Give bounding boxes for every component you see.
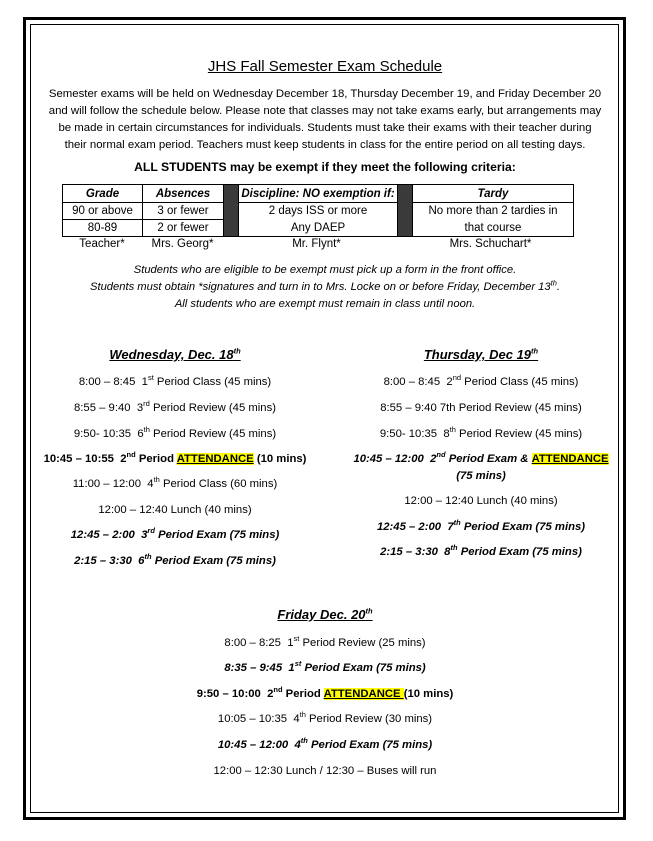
exam-item: 2:15 – 3:30 8th Period Exam (75 mins) <box>380 543 582 558</box>
lunch-buses-item: 12:00 – 12:30 Lunch / 12:30 – Buses will run <box>213 765 437 777</box>
schedule-item: 9:50- 10:35 6th Period Review (45 mins) <box>73 425 277 440</box>
schedule-item: 9:50- 10:35 8th Period Review (45 mins) <box>379 425 583 440</box>
absences-header: Absences <box>143 185 224 203</box>
attendance-highlight: ATTENDANCE <box>531 453 609 465</box>
note-line: Students who are eligible to be exempt must pick up a form in the front office. <box>133 264 517 276</box>
attendance-highlight: ATTENDANCE <box>323 688 404 700</box>
criteria-cell: Any DAEP <box>239 220 398 237</box>
signature-teacher: Teacher* <box>79 238 125 250</box>
exam-item: 12:45 – 2:00 7th Period Exam (75 mins) <box>376 518 586 533</box>
schedule-item: 8:55 – 9:40 7th Period Review (45 mins) <box>380 402 582 414</box>
attendance-item: 10:45 – 10:55 2nd Period ATTENDANCE (10 mins) <box>43 450 307 465</box>
schedule-item: 8:00 – 8:25 1st Period Review (25 mins) <box>224 634 426 649</box>
attendance-exam-item: 10:45 – 12:00 2nd Period Exam & ATTENDANCE <box>353 450 609 465</box>
note-line: All students who are exempt must remain in class until noon. <box>174 298 476 310</box>
intro-line: Semester exams will be held on Wednesday December 18, Thursday December 19, and Friday December 20 <box>48 88 602 100</box>
schedule-item: 8:55 – 9:40 3rd Period Review (45 mins) <box>74 399 276 414</box>
criteria-header-row <box>63 185 574 203</box>
attendance-item: 9:50 – 10:00 2nd Period ATTENDANCE (10 mins) <box>196 685 454 700</box>
exemption-criteria-table <box>62 184 574 237</box>
exam-item: 10:45 – 12:00 4th Period Exam (75 mins) <box>217 736 433 751</box>
criteria-cell: that course <box>413 220 574 237</box>
schedule-item: 11:00 – 12:00 4th Period Class (60 mins) <box>72 475 278 490</box>
criteria-cell: 2 days ISS or more <box>239 203 398 220</box>
page-title: JHS Fall Semester Exam Schedule <box>207 58 443 75</box>
tardy-header: Tardy <box>413 185 574 203</box>
intro-line: be made in certain circumstances for individuals. Students must take their exams with their teacher during <box>58 122 592 134</box>
note-line: Students must obtain *signatures and turn in to Mrs. Locke on or before Friday, December 13th. <box>90 278 560 293</box>
attendance-highlight: ATTENDANCE <box>176 453 254 465</box>
friday-heading: Friday Dec. 20th <box>277 606 373 622</box>
exemption-heading: ALL STUDENTS may be exempt if they meet the following criteria: <box>134 160 516 174</box>
criteria-cell: No more than 2 tardies in <box>413 203 574 220</box>
wednesday-heading: Wednesday, Dec. 18th <box>109 346 241 362</box>
exam-item: 12:45 – 2:00 3rd Period Exam (75 mins) <box>70 526 280 541</box>
intro-line: their normal exam period. Teachers must keep students in class for the entire period on all testing days. <box>64 139 586 151</box>
lunch-item: 12:00 – 12:40 Lunch (40 mins) <box>404 495 558 507</box>
schedule-item: 8:00 – 8:45 2nd Period Class (45 mins) <box>383 373 579 388</box>
signature-absences: Mrs. Georg* <box>151 238 214 250</box>
attendance-exam-duration: (75 mins) <box>456 470 506 482</box>
criteria-row <box>63 203 574 220</box>
criteria-cell: 2 or fewer <box>143 220 224 237</box>
grade-header: Grade <box>63 185 143 203</box>
discipline-header: Discipline: NO exemption if: <box>239 185 398 203</box>
thursday-heading: Thursday, Dec 19th <box>423 346 539 362</box>
criteria-cell: 80-89 <box>63 220 143 237</box>
schedule-item: 10:05 – 10:35 4th Period Review (30 mins) <box>217 710 433 725</box>
signature-tardy: Mrs. Schuchart* <box>449 238 532 250</box>
schedule-item: 8:00 – 8:45 1st Period Class (45 mins) <box>78 373 272 388</box>
intro-line: and will follow the schedule below. Please note that classes may not take exams early, but arrangements may <box>48 105 602 117</box>
signature-discipline: Mr. Flynt* <box>292 238 341 250</box>
exemption-notes <box>35 262 615 313</box>
column-divider <box>398 185 413 237</box>
exam-item: 8:35 – 9:45 1st Period Exam (75 mins) <box>224 659 426 674</box>
criteria-row <box>63 220 574 237</box>
exam-item: 2:15 – 3:30 6th Period Exam (75 mins) <box>74 552 276 567</box>
lunch-item: 12:00 – 12:40 Lunch (40 mins) <box>98 504 252 516</box>
criteria-cell: 3 or fewer <box>143 203 224 220</box>
column-divider <box>224 185 239 237</box>
intro-paragraph <box>43 86 607 154</box>
criteria-cell: 90 or above <box>63 203 143 220</box>
